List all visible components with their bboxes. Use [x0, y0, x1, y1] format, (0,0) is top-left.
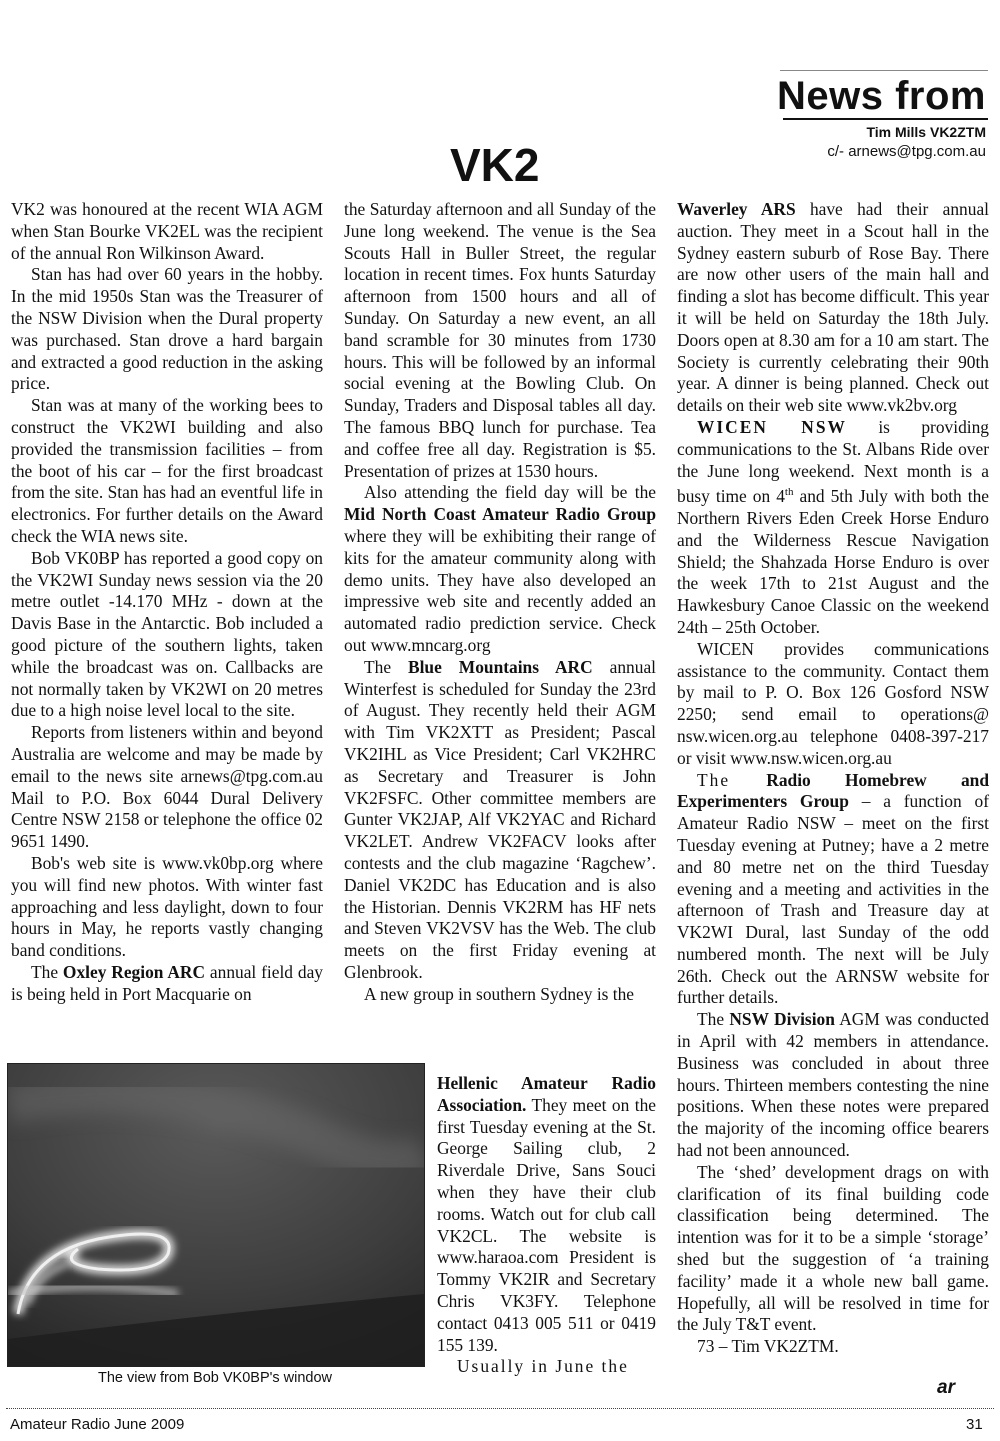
text-run: The	[697, 769, 767, 790]
paragraph: Usually in June the	[457, 1356, 629, 1377]
club-name-hellenic: Hellenic Amateur Radio Association.	[437, 1073, 656, 1115]
author-email: c/- arnews@tpg.com.au	[827, 143, 986, 160]
paragraph	[677, 417, 989, 639]
club-name-blue-mountains: Blue Mountains ARC	[408, 656, 593, 677]
paragraph: WICEN provides communications assistance to the community. Contact them by mail to P. O. Box 126 Gosford NSW 2250; send email to operations@ nsw.wicen.org.au telephone 0408-397-217 or visit www.nsw.wicen.org.au	[677, 638, 989, 768]
text-run: The	[697, 1009, 730, 1030]
paragraph: Bob's web site is www.vk0bp.org where you will find new photos. With winter fast approaching and less daylight, down to four hours in May, he reports vastly changing band conditions.	[11, 852, 323, 961]
author-name: Tim Mills VK2ZTM	[866, 124, 986, 140]
section-title-vk2: VK2	[450, 139, 540, 191]
column-2	[344, 199, 656, 1005]
text-run: and 5th July with both the Northern Rivers Eden Creek Horse Enduro and the Wilderness Rescue Navigation Shield; the Shahzada Horse Enduro is over the week 17th to 21st August and the Hawkesbury Canoe Classic on the weekend 24th – 25th October.	[677, 486, 989, 637]
footer-rule	[6, 1408, 994, 1410]
paragraph	[677, 199, 989, 417]
sign-off: 73 – Tim VK2ZTM.	[697, 1336, 839, 1357]
paragraph: The ‘shed’ development drags on with clarification of its final building code classification being determined. The intention was for it to be a simple ‘storage’ shed but the suggestion of ‘a training facility’ made it a whole new ball game. Hopefully, all will be resolved in time for the July T&T event.	[677, 1161, 989, 1335]
text-run: have had their annual auction. They meet in a Scout hall in the Sydney eastern suburb of Rose Bay. There are now other users of the main hall and finding a slot has become difficult. This year it will be held on Saturday the 18th July. Doors open at 8.30 am for a 10 am start. The Society is currently celebrating their 90th year. A dinner is being planned. Check out details on their web site www.vk2bv.org	[677, 199, 989, 416]
paragraph: Reports from listeners within and beyond Australia are welcome and may be made by email to the news site arnews@tpg.com.au Mail to P.O. Box 6044 Dural Delivery Centre NSW 2158 or telephone the office 02 9651 1490.	[11, 722, 323, 852]
aurora-image	[8, 1064, 424, 1366]
paragraph	[344, 657, 656, 984]
text-run: AGM was conducted in April with 42 members in attendance. Business was concluded in about three hours. Thirteen members contesting the nine positions. When these notes were prepared the majority of the incoming office bearers had not been announced.	[677, 1009, 989, 1161]
paragraph: Stan has had over 60 years in the hobby. In the mid 1950s Stan was the Treasurer of the NSW Division when the Dural property was purchased. Stan drove a hard bargain and extracted a good reduction in the asking price.	[11, 264, 323, 394]
column-3	[677, 199, 989, 1358]
paragraph: Stan was at many of the working bees to construct the VK2WI building and also provided the transmission facilities – from the boot of his car – for the first broadcast from the site. Stan has had an eventful life in electronics. For further details on the Award check the WIA news site.	[11, 395, 323, 546]
paragraph: the Saturday afternoon and all Sunday of the June long weekend. The venue is the Sea Scouts Hall in Buller Street, the regular location in recent times. Fox hunts Saturday afternoon from 1500 hours and all of Sunday. On Saturday a new event, an all band scramble for 30 minutes from 1730 hours. This will be followed by an informal social evening at the Bowling Club. On Sunday, Traders and Disposal tables all day. The famous BBQ lunch for purchase. Tea and coffee free all day. Registration is $5. Presentation of prizes at 1530 hours.	[344, 199, 656, 481]
page-number: 31	[966, 1416, 983, 1433]
paragraph	[344, 482, 656, 656]
text-run: is providing communications to the St. Albans Ride over the June long weekend. Next month is a busy time on 4	[677, 416, 989, 507]
photo-caption: The view from Bob VK0BP's window	[97, 1370, 333, 1386]
club-name-oxley: Oxley Region ARC	[62, 961, 206, 982]
paragraph: Bob VK0BP has reported a good copy on the VK2WI Sunday news session via the 20 metre outlet -14.170 MHz - down at the Davis Base in the Antarctic. Bob included a good picture of the southern lights, taken while the broadcast was on. Callbacks are not normally taken by VK2WI on 20 metres due to a high noise level local to the site.	[11, 547, 323, 721]
header-title-rule	[783, 118, 988, 120]
paragraph: VK2 was honoured at the recent WIA AGM when Stan Bourke VK2EL was the recipient of the annual Ron Wilkinson Award.	[11, 199, 323, 263]
text-run: where they will be exhibiting their range of kits for the amateur community along with demo units. They have also developed an impressive web site and recently added an automated radio prediction service. Check out www.mncarg.org	[344, 525, 656, 655]
header-top-rule	[780, 70, 988, 71]
text-run: The	[364, 656, 408, 677]
paragraph: A new group in southern Sydney is the	[364, 983, 635, 1004]
club-name-waverley: Waverley ARS	[677, 199, 796, 219]
text-run: – a function of Amateur Radio NSW – meet on the first Tuesday evening at Putney; have a 2 metre and 80 metre net on the third Tuesday evening and a meeting and activities in the afternoon of Trash and Treasure day at VK2WI Dural, last Sunday of the odd numbered month. The next will be July 26th. Check out the ARNSW website for further details.	[677, 791, 989, 1008]
text-run: The	[31, 961, 63, 982]
text-run: annual field day is being held in Port Macquarie on	[11, 961, 323, 1004]
paragraph	[677, 770, 989, 1010]
footer-publication: Amateur Radio June 2009	[10, 1416, 185, 1433]
club-name-wicen: WICEN NSW	[697, 416, 847, 437]
text-run: annual Winterfest is scheduled for Sunday the 23rd of August. They recently held their AGM with Tim VK2XTT as President; Pascal VK2IHL as Vice President; Carl VK2HRC as Secretary and Treasurer is John VK2FSFC. Other committee members are Gunter VK2JAP, Alf VK2YAC and Richard VK2LET. Andrew VK2FACV looks after contests and the club magazine ‘Ragchew’. Daniel VK2DC has Education and is also the Historian. Dennis VK2RM has HF nets and Steven VK2VSV has the Web. The club meets on the first Friday evening at Glenbrook.	[344, 656, 656, 982]
paragraph	[437, 1073, 656, 1356]
paragraph	[677, 1009, 989, 1162]
paragraph	[11, 962, 323, 1006]
ordinal-suffix: th	[784, 486, 794, 499]
aurora-photo	[7, 1063, 425, 1367]
club-name-nsw-division: NSW Division	[729, 1009, 835, 1030]
club-name-homebrew: Radio Homebrew and Experimenters Group	[677, 769, 989, 812]
text-run: Also attending the field day will be the	[364, 482, 656, 503]
column-1	[11, 199, 323, 1005]
text-run: They meet on the first Tuesday evening at the St. George Sailing club, 2 Riverdale Drive, Sans Souci when they have their club rooms. Watch out for club call VK2CL. The website is www.haraoa.com President is Tommy VK2IR and Secretary Chris VK3FY. Telephone contact 0413 005 511 or 0419 155 139.	[437, 1094, 656, 1355]
column-2-continued	[437, 1073, 656, 1378]
end-mark: ar	[937, 1377, 955, 1398]
club-name-mid-north-coast: Mid North Coast Amateur Radio Group	[344, 504, 656, 525]
section-title-news-from: News from	[777, 74, 986, 118]
